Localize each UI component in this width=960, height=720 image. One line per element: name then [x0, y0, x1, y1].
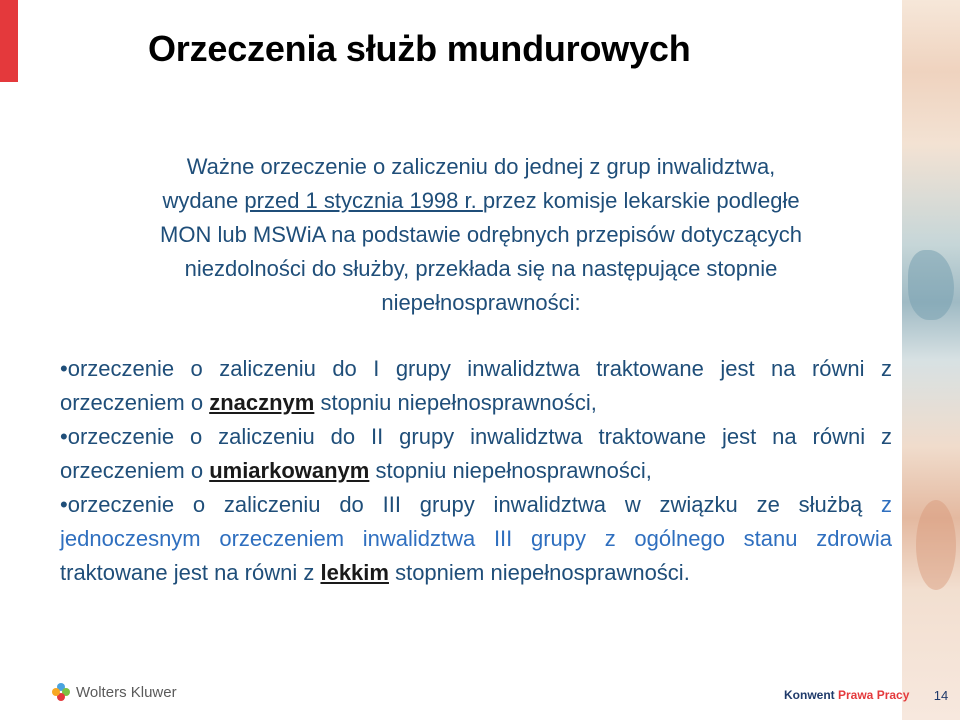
bullet-emphasis: znacznym — [209, 390, 315, 415]
brand-name: Wolters Kluwer — [76, 683, 177, 701]
slide-title: Orzeczenia służb mundurowych — [148, 28, 691, 69]
page-number: 14 — [933, 687, 949, 703]
bullet-text: traktowane jest na równi z — [60, 560, 321, 585]
bullet-item — [60, 488, 892, 590]
bullet-item — [60, 352, 892, 420]
bullet-text: stopniu niepełnosprawności, — [369, 458, 652, 483]
bullet-item — [60, 420, 892, 488]
event-label — [784, 688, 909, 702]
event-name-accent: Prawa Pracy — [838, 688, 910, 702]
underlined-date: przed 1 stycznia 1998 r. — [244, 188, 483, 213]
intro-line: niezdolności do służby, przekłada się na następujące stopnie — [184, 256, 778, 281]
bullet-highlight: z jednoczesnym orzeczeniem inwalidztwa III grupy z ogólnego stanu zdrowia — [60, 492, 892, 551]
intro-line: Ważne orzeczenie o zaliczeniu do jednej z grup inwalidztwa, — [186, 154, 776, 179]
intro-text: przez komisje lekarskie podległe — [482, 188, 800, 213]
bullet-text: •orzeczenie o zaliczeniu do II grupy inwalidztwa traktowane jest na równi z orzeczeniem o — [60, 424, 892, 483]
intro-line: niepełnosprawności: — [381, 290, 581, 315]
brand-mark-icon — [52, 683, 70, 701]
intro-paragraph — [60, 150, 902, 320]
photo-detail — [916, 500, 956, 590]
decorative-photo-strip — [902, 0, 960, 720]
photo-detail — [908, 250, 954, 320]
intro-line: MON lub MSWiA na podstawie odrębnych przepisów dotyczących — [160, 222, 802, 247]
intro-line — [60, 184, 902, 218]
bullet-text: •orzeczenie o zaliczeniu do III grupy inwalidztwa w związku ze służbą — [60, 492, 881, 517]
bullet-text: •orzeczenie o zaliczeniu do I grupy inwalidztwa traktowane jest na równi z orzeczeniem o — [60, 356, 892, 415]
bullet-emphasis: umiarkowanym — [209, 458, 370, 483]
left-accent-bar — [0, 0, 18, 82]
bullet-list — [60, 352, 892, 590]
bullet-emphasis: lekkim — [320, 560, 389, 585]
brand-logo — [52, 683, 177, 701]
bullet-text: stopniem niepełnosprawności. — [388, 560, 690, 585]
event-name: Konwent — [784, 688, 838, 702]
bullet-text: stopniu niepełnosprawności, — [314, 390, 597, 415]
intro-text: wydane — [162, 188, 245, 213]
